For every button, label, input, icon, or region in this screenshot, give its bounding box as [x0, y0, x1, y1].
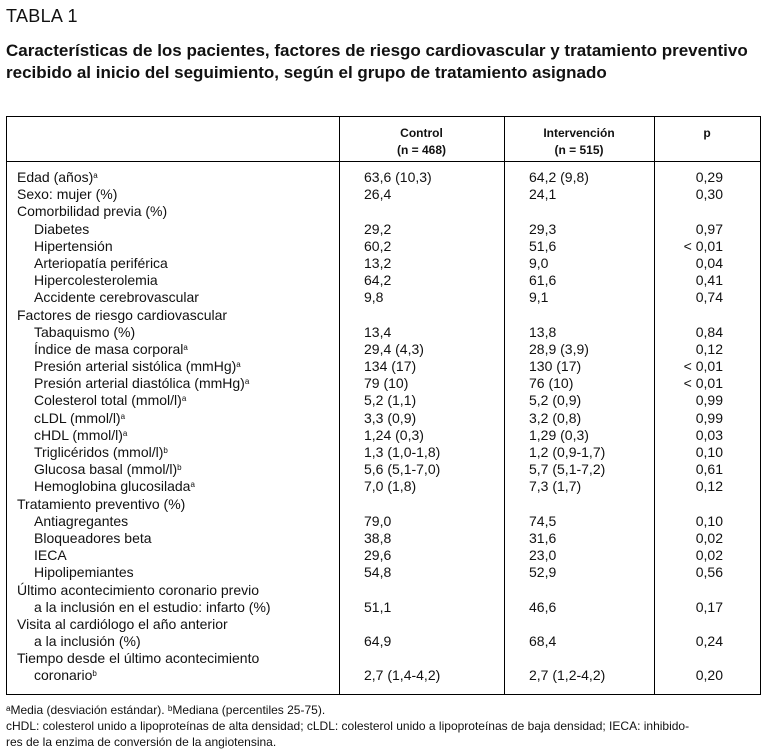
table-row: [7, 513, 760, 530]
control-value: 1,24 (0,3): [364, 426, 424, 443]
row-label: [34, 221, 89, 238]
control-value: 5,2 (1,1): [364, 392, 417, 409]
row-label: [34, 513, 128, 530]
intervention-value: 1,2 (0,9-1,7): [529, 444, 606, 460]
intervention-value: 52,9: [529, 564, 557, 581]
row-label-line1: Tiempo desde el último acontecimiento: [17, 650, 260, 667]
row-label: [34, 324, 135, 341]
row-label-text: coronario: [34, 667, 93, 684]
row-label-line2: [34, 599, 271, 616]
intervention-value: 1,29 (0,3): [529, 426, 589, 443]
control-value: 29,6: [364, 547, 392, 564]
row-label: [17, 186, 117, 203]
p-value: 0,12: [695, 340, 723, 357]
control-value: 1,3 (1,0-1,8): [364, 444, 441, 460]
column-header-p-label: p: [703, 126, 711, 140]
column-header-control-n: (n = 468): [396, 143, 447, 157]
intervention-value: 31,6: [529, 529, 557, 546]
table-label: TABLA 1: [6, 6, 78, 26]
row-label-text: Hipolipemiantes: [34, 564, 134, 581]
row-label: [34, 272, 158, 289]
table-row: [7, 375, 760, 392]
p-value: 0,12: [695, 478, 723, 495]
table-row: [7, 186, 760, 203]
footnote-marker: a: [122, 428, 128, 438]
row-label-text: Sexo: mujer (%): [17, 186, 118, 203]
row-label-text: Edad (años): [17, 169, 94, 185]
p-value: < 0,01: [683, 375, 723, 392]
control-value: 60,2: [364, 237, 392, 254]
intervention-value: 2,7 (1,2-4,2): [529, 667, 606, 684]
row-label-text: Accidente cerebrovascular: [34, 289, 199, 306]
footnote-1: ᵃMedia (desviación estándar). ᵇMediana (percentiles 25-75).: [6, 703, 326, 717]
row-label: [34, 410, 125, 427]
footnote-2: cHDL: colesterol unido a lipoproteínas de alta densidad; cLDL: colesterol unido a lipoproteínas de baja densidad; IECA: inhibido-: [6, 719, 690, 733]
row-label-text: Tratamiento preventivo (%): [17, 495, 186, 512]
row-label-line1: Visita al cardiólogo el año anterior: [17, 615, 228, 632]
row-label: [34, 289, 199, 306]
intervention-value: 74,5: [529, 512, 557, 529]
footnote-marker: a: [93, 171, 98, 180]
row-label-text: Triglicéridos (mmol/l): [34, 444, 164, 460]
control-value: 9,8: [364, 289, 384, 306]
table-row: [7, 564, 760, 581]
table-row: [7, 461, 760, 478]
control-value: 5,6 (5,1-7,0): [364, 461, 441, 478]
table-row: [7, 324, 760, 341]
row-label: [34, 358, 241, 375]
column-header-p: [654, 125, 760, 142]
intervention-value: 9,1: [529, 289, 549, 306]
row-label-text: Tabaquismo (%): [34, 323, 136, 340]
row-label-text: Hemoglobina glucosilada: [34, 478, 191, 495]
column-header-intervention: [504, 125, 654, 159]
row-label: [17, 496, 185, 513]
p-value: 0,99: [695, 409, 723, 426]
table-row: [7, 255, 760, 272]
row-label: [34, 444, 168, 461]
column-header-control-label: Control: [400, 126, 443, 140]
control-value: 7,0 (1,8): [364, 478, 417, 495]
table-row: [7, 616, 760, 650]
row-label: [34, 427, 127, 444]
intervention-value: 68,4: [529, 632, 557, 649]
row-label-text: a la inclusión (%): [34, 632, 141, 649]
table-row: [7, 650, 760, 684]
p-value: 0,29: [695, 169, 723, 185]
p-value: 0,02: [695, 529, 723, 546]
control-value: 29,4 (4,3): [364, 340, 424, 357]
table-row: [7, 203, 760, 220]
intervention-value: 28,9 (3,9): [529, 340, 589, 357]
intervention-value: 64,2 (9,8): [529, 169, 589, 185]
row-label-text: Presión arterial sistólica (mmHg): [34, 358, 237, 375]
footnote-marker: b: [177, 463, 182, 473]
row-label-text: Hipertensión: [34, 237, 113, 254]
p-value: 0,20: [695, 667, 723, 684]
table-row: [7, 582, 760, 616]
column-header-intervention-n: (n = 515): [554, 143, 604, 157]
table-row: [7, 358, 760, 375]
row-label-text: Bloqueadores beta: [34, 529, 152, 546]
row-label-text: Arteriopatía periférica: [34, 254, 168, 271]
intervention-value: 7,3 (1,7): [529, 478, 582, 495]
footnote-marker: b: [163, 446, 168, 455]
control-value: 13,4: [364, 323, 392, 340]
row-label: [34, 530, 152, 547]
table-row: [7, 427, 760, 444]
footnote-marker: a: [181, 394, 187, 404]
control-value: 2,7 (1,4-4,2): [364, 667, 441, 684]
footnote-marker: a: [236, 360, 241, 370]
table-body: [7, 169, 760, 685]
header-divider: [7, 161, 760, 162]
row-label-line1: Último acontecimiento coronario previo: [17, 581, 259, 598]
control-value: 134 (17): [364, 358, 417, 375]
footnotes: [6, 702, 761, 750]
p-value: 0,17: [695, 598, 723, 615]
row-label: [34, 375, 249, 392]
p-value: < 0,01: [683, 237, 723, 254]
row-label: [34, 255, 168, 272]
control-value: 3,3 (0,9): [364, 409, 417, 426]
intervention-value: 5,2 (0,9): [529, 392, 582, 409]
row-label-text: Hipercolesterolemia: [34, 272, 158, 289]
control-value: 64,9: [364, 632, 392, 649]
row-label-line2: [34, 667, 97, 684]
row-label-text: Presión arterial diastólica (mmHg): [34, 375, 245, 392]
intervention-value: 51,6: [529, 237, 557, 254]
control-value: 79,0: [364, 512, 392, 529]
row-label: [17, 203, 167, 220]
p-value: 0,24: [695, 632, 723, 649]
table-row: [7, 496, 760, 513]
p-value: 0,84: [695, 323, 723, 340]
control-value: 26,4: [364, 186, 392, 203]
control-value: 79 (10): [364, 375, 409, 392]
row-label-text: Factores de riesgo cardiovascular: [17, 306, 228, 323]
table-row: [7, 392, 760, 409]
row-label-text: Colesterol total (mmol/l): [34, 392, 182, 409]
footnote-marker: a: [244, 377, 250, 387]
row-label-text: Glucosa basal (mmol/l): [34, 461, 178, 478]
row-label-text: Comorbilidad previa (%): [17, 203, 168, 220]
p-value: 0,03: [695, 426, 723, 443]
intervention-value: 130 (17): [529, 358, 582, 375]
row-label-text: Diabetes: [34, 220, 90, 237]
p-value: 0,02: [695, 547, 723, 564]
p-value: 0,41: [695, 272, 723, 289]
intervention-value: 46,6: [529, 598, 557, 615]
control-value: 51,1: [364, 598, 392, 615]
intervention-value: 3,2 (0,8): [529, 409, 582, 426]
row-label-text: cLDL (mmol/l): [34, 409, 121, 426]
table-row: [7, 410, 760, 427]
control-value: 29,2: [364, 220, 392, 237]
table-row: [7, 272, 760, 289]
row-label-text: Antiagregantes: [34, 512, 129, 529]
p-value: 0,10: [695, 444, 723, 460]
p-value: 0,04: [695, 254, 723, 271]
table-row: [7, 530, 760, 547]
row-label: [17, 169, 98, 186]
table-row: [7, 289, 760, 306]
row-label: [34, 238, 113, 255]
p-value: < 0,01: [683, 358, 723, 375]
row-label: [34, 392, 186, 409]
p-value: 0,30: [695, 186, 723, 203]
intervention-value: 29,3: [529, 220, 557, 237]
row-label-text: cHDL (mmol/l): [34, 426, 123, 443]
data-table: [6, 116, 761, 695]
p-value: 0,74: [695, 289, 723, 306]
p-value: 0,10: [695, 512, 723, 529]
control-value: 13,2: [364, 254, 392, 271]
column-header-control: [339, 125, 504, 159]
intervention-value: 61,6: [529, 272, 557, 289]
footnote-marker: a: [190, 480, 195, 490]
table-row: [7, 307, 760, 324]
row-label: [34, 478, 195, 495]
table-row: [7, 341, 760, 358]
footnote-marker: a: [120, 411, 126, 421]
table-row: [7, 444, 760, 461]
table-row: [7, 169, 760, 186]
row-label: [34, 461, 182, 478]
control-value: 63,6 (10,3): [364, 169, 432, 185]
row-label-line2: [34, 633, 141, 650]
row-label-text: IECA: [34, 547, 67, 564]
control-value: 64,2: [364, 272, 392, 289]
intervention-value: 24,1: [529, 186, 557, 203]
p-value: 0,99: [695, 392, 723, 409]
footnote-marker: b: [92, 669, 97, 679]
p-value: 0,61: [695, 461, 723, 478]
control-value: 38,8: [364, 529, 392, 546]
intervention-value: 13,8: [529, 323, 557, 340]
table-title: Características de los pacientes, factores de riesgo cardiovascular y tratamiento preventivo recibido al inicio del seguimiento, según el grupo de tratamiento asignado: [6, 41, 748, 82]
intervention-value: 9,0: [529, 254, 549, 271]
footnote-marker: a: [183, 342, 188, 352]
table-row: [7, 238, 760, 255]
table-row: [7, 221, 760, 238]
row-label: [34, 564, 134, 581]
intervention-value: 76 (10): [529, 375, 574, 392]
table-row: [7, 547, 760, 564]
row-label: [34, 547, 67, 564]
row-label-text: a la inclusión en el estudio: infarto (%): [34, 598, 271, 615]
p-value: 0,97: [695, 220, 723, 237]
intervention-value: 23,0: [529, 547, 557, 564]
row-label-text: Índice de masa corporal: [34, 340, 184, 357]
p-value: 0,56: [695, 564, 723, 581]
row-label: [17, 307, 227, 324]
footnote-3: res de la enzima de conversión de la angiotensina.: [6, 735, 277, 749]
row-label: [34, 341, 188, 358]
column-header-intervention-label: Intervención: [543, 126, 615, 140]
intervention-value: 5,7 (5,1-7,2): [529, 461, 606, 478]
table-row: [7, 478, 760, 495]
control-value: 54,8: [364, 564, 392, 581]
